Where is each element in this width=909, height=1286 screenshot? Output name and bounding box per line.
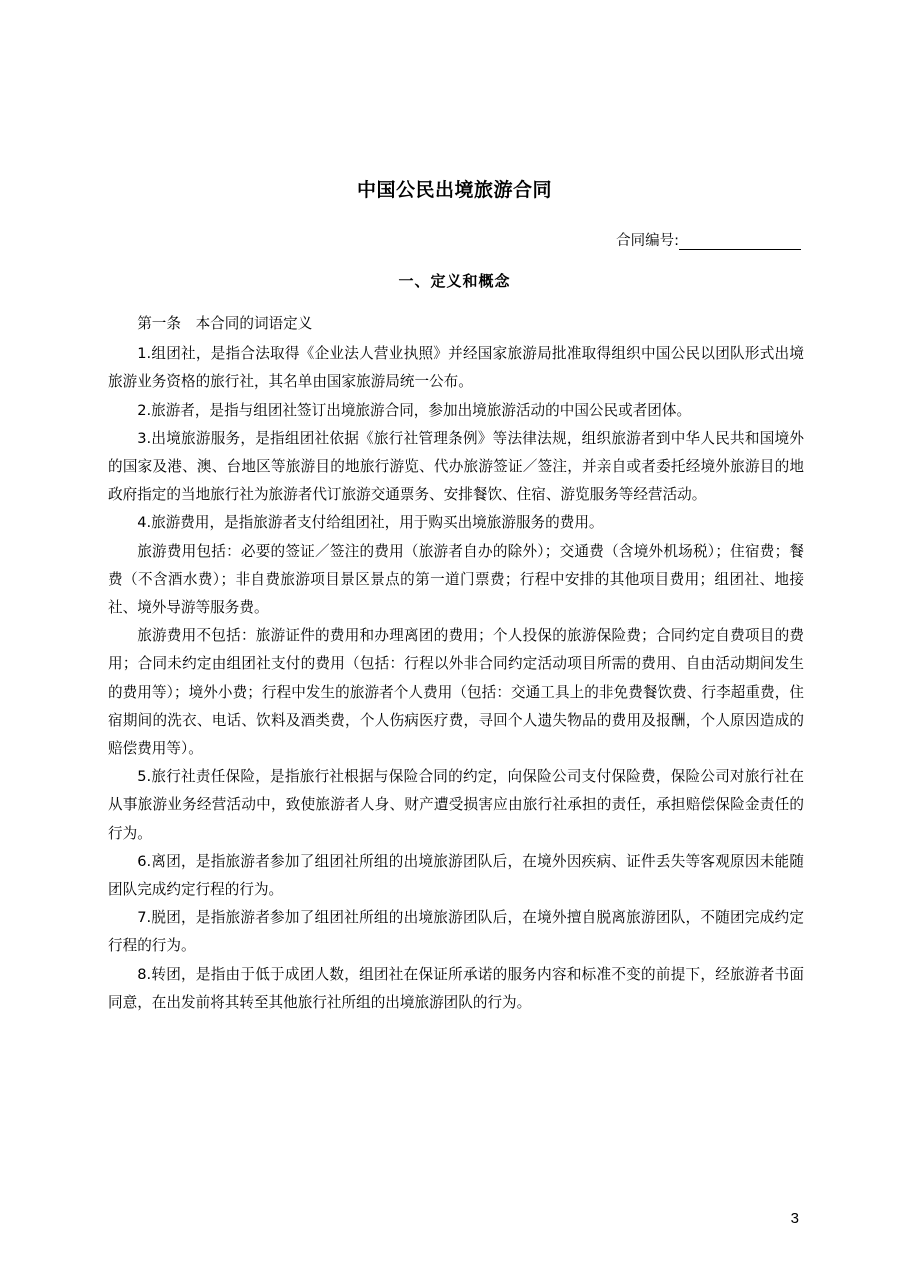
- page-number: 3: [790, 1210, 799, 1227]
- article-heading: 第一条 本合同的词语定义: [137, 315, 313, 332]
- document-title: 中国公民出境旅游合同: [356, 179, 552, 201]
- contract-number: [616, 229, 801, 250]
- body-text: [108, 310, 804, 1017]
- contract-number-label: 合同编号:: [616, 233, 679, 249]
- paragraph: 6.离团，是指旅游者参加了组团社所组的出境旅游团队后，在境外因疾病、证件丢失等客观原因未能随团队完成约定行程的行为。: [108, 852, 804, 899]
- paragraph: 2.旅游者，是指与组团社签订出境旅游合同，参加出境旅游活动的中国公民或者团体。: [137, 401, 692, 419]
- paragraph: 旅游费用不包括：旅游证件的费用和办理离团的费用；个人投保的旅游保险费；合同约定自费项目的费用；合同未约定由组团社支付的费用（包括：行程以外非合同约定活动项目所需的费用、自由活动期间发生的费用等）；境外小费；行程中发生的旅游者个人费用（包括：交通工具上的非免费餐饮费、行李超重费，住宿期间的洗衣、电话、饮料及酒类费，个人伤病医疗费，寻回个人遗失物品的费用及报酬，个人原因造成的赔偿费用等）。: [108, 627, 804, 758]
- paragraph: 8.转团，是指由于低于成团人数，组团社在保证所承诺的服务内容和标准不变的前提下，经旅游者书面同意，在出发前将其转至其他旅行社所组的出境旅游团队的行为。: [108, 965, 804, 1011]
- contract-number-field[interactable]: [679, 233, 801, 250]
- paragraph: 3.出境旅游服务，是指组团社依据《旅行社管理条例》等法律法规，组织旅游者到中华人民共和国境外的国家及港、澳、台地区等旅游目的地旅行游览、代办旅游签证／签注，并亲自或者委托经境外旅游目的地政府指定的当地旅行社为旅游者代订旅游交通票务、安排餐饮、住宿、游览服务等经营活动。: [108, 429, 804, 504]
- paragraph: 5.旅行社责任保险，是指旅行社根据与保险合同的约定，向保险公司支付保险费，保险公司对旅行社在从事旅游业务经营活动中，致使旅游者人身、财产遭受损害应由旅行社承担的责任，承担赔偿保险金责任的行为。: [108, 768, 804, 842]
- paragraph: 1.组团社，是指合法取得《企业法人营业执照》并经国家旅游局批准取得组织中国公民以团队形式出境旅游业务资格的旅行社，其名单由国家旅游局统一公布。: [108, 345, 804, 391]
- section-heading: 一、定义和概念: [398, 272, 511, 290]
- paragraph: 7.脱团，是指旅游者参加了组团社所组的出境旅游团队后，在境外擅自脱离旅游团队，不随团完成约定行程的行为。: [108, 909, 804, 955]
- paragraph: 旅游费用包括：必要的签证／签注的费用（旅游者自办的除外）；交通费（含境外机场税）；住宿费；餐费（不含酒水费）；非自费旅游项目景区景点的第一道门票费；行程中安排的其他项目费用；组团社、地接社、境外导游等服务费。: [108, 542, 804, 617]
- paragraph: 4.旅游费用，是指旅游者支付给组团社，用于购买出境旅游服务的费用。: [137, 514, 604, 532]
